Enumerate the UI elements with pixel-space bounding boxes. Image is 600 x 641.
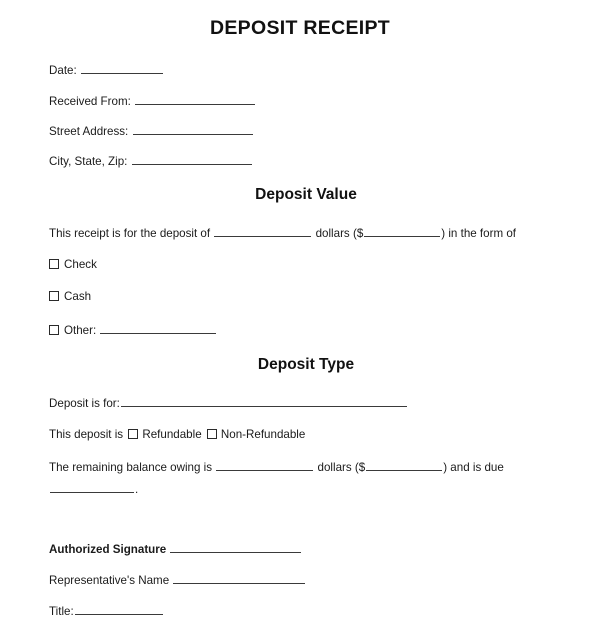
option-cash-label: Cash xyxy=(64,290,92,303)
checkbox-icon-other[interactable] xyxy=(49,325,59,335)
balance-amount-words-blank[interactable] xyxy=(216,460,313,471)
section-heading-deposit-type: Deposit Type xyxy=(257,356,355,373)
checkbox-icon-refundable[interactable] xyxy=(128,429,138,439)
field-received-from-label: Received From: xyxy=(49,95,131,108)
refundable-options-row[interactable] xyxy=(49,428,305,442)
refundable-prefix-label: This deposit is xyxy=(49,428,124,441)
balance-owing-sentence xyxy=(49,460,504,475)
field-street-address-label: Street Address: xyxy=(49,125,129,138)
balance-due-date-row[interactable] xyxy=(49,482,138,497)
field-deposit-is-for[interactable] xyxy=(49,396,408,411)
checkbox-icon-cash[interactable] xyxy=(49,291,59,301)
field-authorized-signature[interactable] xyxy=(49,542,302,557)
field-title-label: Title: xyxy=(49,605,74,618)
deposit-amount-prefix: This receipt is for the deposit of xyxy=(49,227,211,240)
checkbox-icon-non-refundable[interactable] xyxy=(207,429,217,439)
field-representative-name-blank[interactable] xyxy=(173,573,305,584)
option-other-label: Other: xyxy=(64,324,97,337)
option-refundable-label: Refundable xyxy=(142,428,202,441)
option-other[interactable] xyxy=(49,323,217,338)
field-deposit-is-for-label: Deposit is for: xyxy=(49,397,120,410)
field-title-blank[interactable] xyxy=(75,604,163,615)
field-representative-name[interactable] xyxy=(49,573,306,588)
option-check[interactable] xyxy=(49,258,97,272)
checkbox-icon-check[interactable] xyxy=(49,259,59,269)
field-received-from[interactable] xyxy=(49,94,256,109)
field-deposit-is-for-blank[interactable] xyxy=(121,396,407,407)
field-date-blank[interactable] xyxy=(81,63,163,74)
balance-due-period: . xyxy=(135,483,139,496)
balance-amount-figures-blank[interactable] xyxy=(366,460,442,471)
field-street-address-blank[interactable] xyxy=(133,124,253,135)
deposit-dollars-label: dollars ($ xyxy=(315,227,364,240)
field-city-state-zip-label: City, State, Zip: xyxy=(49,155,128,168)
field-city-state-zip-blank[interactable] xyxy=(132,154,252,165)
section-heading-deposit-value: Deposit Value xyxy=(255,186,357,203)
deposit-amount-words-blank[interactable] xyxy=(214,226,311,237)
balance-due-date-blank[interactable] xyxy=(50,482,134,493)
field-title[interactable] xyxy=(49,604,164,619)
deposit-form-suffix: ) in the form of xyxy=(441,227,517,240)
page-title: DEPOSIT RECEIPT xyxy=(209,17,391,39)
field-date-label: Date: xyxy=(49,64,77,77)
option-non-refundable-label: Non-Refundable xyxy=(220,428,306,441)
field-representative-name-label: Representative's Name xyxy=(49,574,170,587)
field-date[interactable] xyxy=(49,63,164,78)
deposit-value-sentence xyxy=(49,226,516,241)
option-other-blank[interactable] xyxy=(100,323,216,334)
field-authorized-signature-label: Authorized Signature xyxy=(49,543,167,556)
balance-due-suffix: ) and is due xyxy=(443,461,504,474)
field-street-address[interactable] xyxy=(49,124,254,139)
option-check-label: Check xyxy=(64,258,97,271)
option-cash[interactable] xyxy=(49,290,91,304)
field-city-state-zip[interactable] xyxy=(49,154,253,169)
balance-prefix-label: The remaining balance owing is xyxy=(49,461,213,474)
deposit-amount-figures-blank[interactable] xyxy=(364,226,440,237)
field-authorized-signature-blank[interactable] xyxy=(170,542,301,553)
field-received-from-blank[interactable] xyxy=(135,94,255,105)
balance-dollars-label: dollars ($ xyxy=(317,461,366,474)
